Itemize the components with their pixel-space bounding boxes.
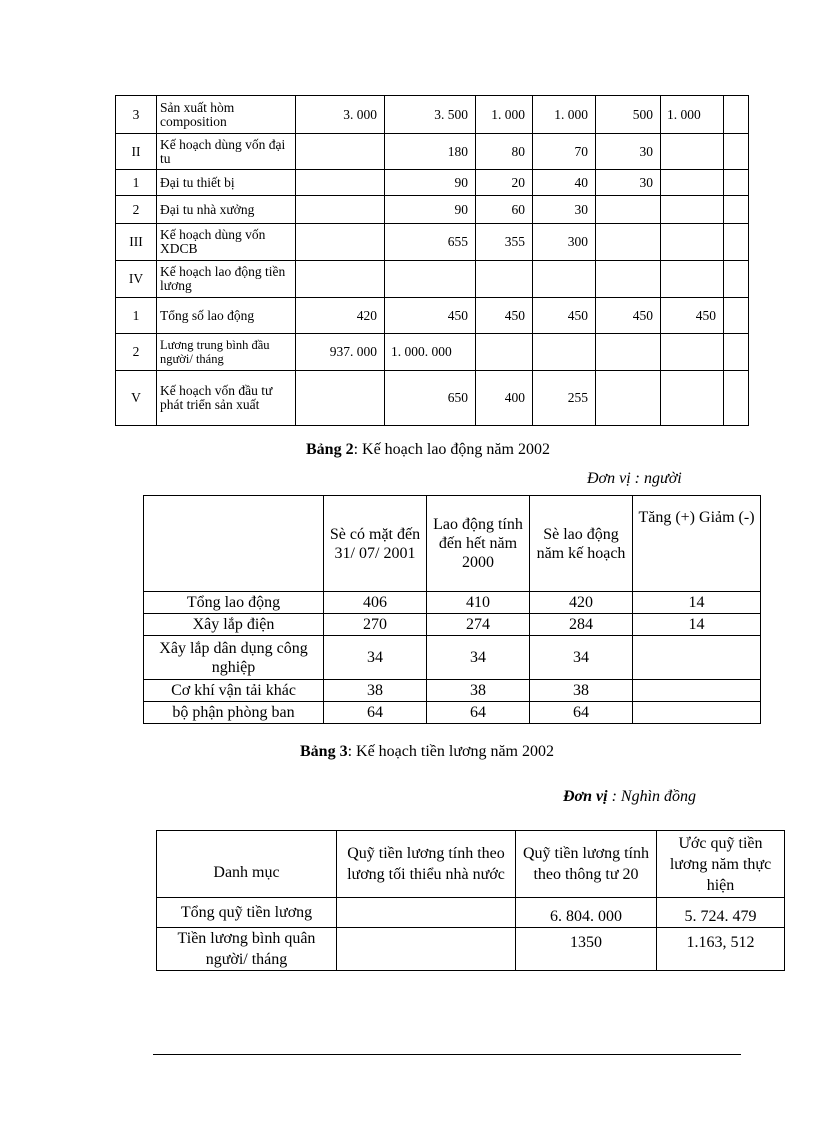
table-row [116, 196, 749, 224]
table-cell: 420 [296, 298, 385, 334]
table-cell: 90 [385, 196, 476, 224]
table-cell [144, 496, 324, 592]
table-cell: Kế hoạch lao động tiền lương [157, 261, 296, 298]
table-cell: Quỹ tiền lương tính theo thông tư 20 [516, 831, 657, 898]
table-cell: 400 [476, 371, 533, 426]
table-cell: Ước quỹ tiền lương năm thực hiện [657, 831, 785, 898]
table-cell: 80 [476, 134, 533, 170]
salary-plan-table [156, 830, 785, 971]
table-cell: Tiền lương bình quân người/ tháng [157, 928, 337, 971]
table-cell: 180 [385, 134, 476, 170]
table-cell [724, 298, 749, 334]
table-cell [296, 371, 385, 426]
table-header-row [157, 831, 785, 898]
table-cell: 300 [533, 224, 596, 261]
table-cell: 1. 000 [476, 96, 533, 134]
labor-plan-table [143, 495, 761, 724]
table-cell: Đại tu thiết bị [157, 170, 296, 196]
table-cell: 60 [476, 196, 533, 224]
table-row [144, 592, 761, 614]
table-cell: 38 [530, 680, 633, 702]
table2-caption: Bảng 2: Kế hoạch lao động năm 2002 [306, 441, 550, 458]
table-cell: Tổng số lao động [157, 298, 296, 334]
table-cell: 1 [116, 170, 157, 196]
plan-table-1 [115, 95, 749, 426]
table-cell [724, 371, 749, 426]
table-cell [296, 224, 385, 261]
table-cell [296, 134, 385, 170]
table-row [144, 702, 761, 724]
table-cell [661, 371, 724, 426]
table2-unit: Đơn vị : người [587, 470, 682, 487]
table-row [116, 224, 749, 261]
table-row [116, 371, 749, 426]
table3-unit: Đơn vị : Nghìn đồng [563, 788, 697, 805]
table-cell: 14 [633, 592, 761, 614]
table-cell [724, 261, 749, 298]
table-cell [661, 261, 724, 298]
table-cell [476, 334, 533, 371]
table-row [157, 928, 785, 971]
table-cell: 3 [116, 96, 157, 134]
table-cell: 6. 804. 000 [516, 898, 657, 928]
table-cell: 2 [116, 196, 157, 224]
table-cell: 90 [385, 170, 476, 196]
table-cell [661, 170, 724, 196]
table-cell [724, 224, 749, 261]
table-cell [296, 261, 385, 298]
table-row [116, 261, 749, 298]
table3-caption: Bảng 3: Kế hoạch tiền lương năm 2002 [300, 743, 554, 760]
table-cell [661, 334, 724, 371]
table-cell: Kế hoạch dùng vốn XDCB [157, 224, 296, 261]
table-cell: Sản xuất hòm composition [157, 96, 296, 134]
table-row [144, 680, 761, 702]
table-row [144, 614, 761, 636]
table-cell: 1. 000 [533, 96, 596, 134]
table-cell: IV [116, 261, 157, 298]
table-cell: 1. 000 [661, 96, 724, 134]
table-cell: 650 [385, 371, 476, 426]
table-cell: 5. 724. 479 [657, 898, 785, 928]
table-cell: 255 [533, 371, 596, 426]
table-cell: Sè có mặt đến 31/ 07/ 2001 [324, 496, 427, 592]
table-cell: 30 [596, 134, 661, 170]
table-cell [724, 334, 749, 371]
table-cell: 34 [324, 636, 427, 680]
table-cell: Lao động tính đến hết năm 2000 [427, 496, 530, 592]
table-row [116, 334, 749, 371]
table-cell: II [116, 134, 157, 170]
table-cell: 3. 000 [296, 96, 385, 134]
table-cell: 30 [533, 196, 596, 224]
table-cell: 450 [661, 298, 724, 334]
table-cell: 410 [427, 592, 530, 614]
table-cell [633, 680, 761, 702]
table-cell: 450 [533, 298, 596, 334]
table-cell: V [116, 371, 157, 426]
table-cell [724, 196, 749, 224]
table-cell [596, 196, 661, 224]
table-cell [661, 196, 724, 224]
table-cell: 20 [476, 170, 533, 196]
table-cell: 655 [385, 224, 476, 261]
table-cell: Đại tu nhà xưởng [157, 196, 296, 224]
table-row [116, 170, 749, 196]
table-cell [296, 196, 385, 224]
table-cell: 40 [533, 170, 596, 196]
table-cell [596, 224, 661, 261]
table-cell [476, 261, 533, 298]
table-cell: 64 [427, 702, 530, 724]
table-cell: 38 [427, 680, 530, 702]
table-cell: 64 [530, 702, 633, 724]
table-cell [296, 170, 385, 196]
table-cell: 1 [116, 298, 157, 334]
table-cell: Quỹ tiền lương tính theo lương tối thiểu nhà nước [337, 831, 516, 898]
table-cell: 450 [385, 298, 476, 334]
table-row [157, 898, 785, 928]
table-cell: 2 [116, 334, 157, 371]
table-cell [337, 928, 516, 971]
table-row [116, 96, 749, 134]
table-cell: 450 [476, 298, 533, 334]
table-cell: 34 [530, 636, 633, 680]
table-cell: 38 [324, 680, 427, 702]
table-cell: 355 [476, 224, 533, 261]
table-cell [661, 134, 724, 170]
table-cell [533, 334, 596, 371]
table-cell: 270 [324, 614, 427, 636]
table-cell: Xây lắp dân dụng công nghiệp [144, 636, 324, 680]
table-cell: 1350 [516, 928, 657, 971]
table-header-row [144, 496, 761, 592]
table-cell: Danh mục [157, 831, 337, 898]
table-cell: 34 [427, 636, 530, 680]
table-cell: 284 [530, 614, 633, 636]
table-cell: 14 [633, 614, 761, 636]
table-cell: Tăng (+) Giảm (-) [633, 496, 761, 592]
table-cell: 1. 000. 000 [385, 334, 476, 371]
table-cell [633, 702, 761, 724]
table-cell [596, 261, 661, 298]
table-cell: 420 [530, 592, 633, 614]
table-cell: 937. 000 [296, 334, 385, 371]
table-cell: 274 [427, 614, 530, 636]
table-cell: 1.163, 512 [657, 928, 785, 971]
table-cell: bộ phận phòng ban [144, 702, 324, 724]
table-cell [633, 636, 761, 680]
table-cell: 450 [596, 298, 661, 334]
footer-divider [153, 1054, 741, 1055]
table-cell: 64 [324, 702, 427, 724]
table-cell: Kế hoạch dùng vốn đại tu [157, 134, 296, 170]
table-cell [661, 224, 724, 261]
table-cell: 3. 500 [385, 96, 476, 134]
table-cell: Tổng quỹ tiền lương [157, 898, 337, 928]
table-cell [596, 334, 661, 371]
table-cell [533, 261, 596, 298]
table-cell [337, 898, 516, 928]
table-cell: Xây lắp điện [144, 614, 324, 636]
table-cell [724, 134, 749, 170]
table-row [116, 134, 749, 170]
table-cell: 500 [596, 96, 661, 134]
table-cell [385, 261, 476, 298]
table-cell: 70 [533, 134, 596, 170]
table-row [116, 298, 749, 334]
table-cell: Kế hoạch vốn đầu tư phát triển sản xuất [157, 371, 296, 426]
table-row [144, 636, 761, 680]
table-cell: Lương trung bình đầu người/ tháng [157, 334, 296, 371]
table-cell [596, 371, 661, 426]
table-cell: Cơ khí vận tải khác [144, 680, 324, 702]
table-cell: III [116, 224, 157, 261]
table-cell: 406 [324, 592, 427, 614]
table-cell [724, 170, 749, 196]
table-cell [724, 96, 749, 134]
table-cell: Sè lao động năm kế hoạch [530, 496, 633, 592]
table-cell: 30 [596, 170, 661, 196]
table-cell: Tổng lao động [144, 592, 324, 614]
